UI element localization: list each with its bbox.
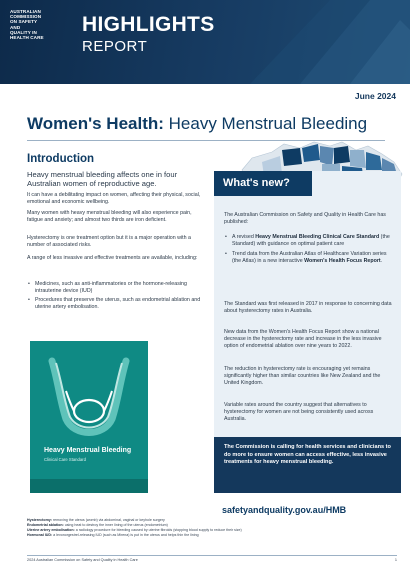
clinical-care-standard-cover (30, 341, 148, 493)
whats-new-heading: What's new? (214, 171, 312, 196)
page-title-rest: Heavy Menstrual Bleeding (163, 114, 368, 133)
header-banner (0, 0, 410, 84)
footnote-term: Hysterectomy: (27, 518, 52, 522)
list-item: • Procedures that preserve the uterus, such as endometrial ablation and uterine artery embolisation. (27, 297, 205, 311)
footer-divider (27, 555, 397, 556)
intro-paragraph: A range of less invasive and effective treatments are available, including: (27, 255, 198, 261)
footnote (27, 533, 397, 538)
cover-illustration (30, 341, 148, 493)
footnote-term: Endometrial ablation: (27, 523, 64, 527)
list-item-emphasis: Women's Health Focus Report (304, 258, 381, 264)
list-item (224, 234, 392, 248)
whats-new-intro: The Australian Commission on Safety and Quality in Health Care has published: (224, 212, 386, 225)
footnote-text: a radiology procedure for bleeding caused by uterine fibroids (stopping blood supply to reduce their size) (74, 528, 242, 532)
list-item: • Medicines, such as anti-inflammatories or the hormone-releasing intrauterine device (IUD) (27, 281, 205, 295)
report-series-subtitle: REPORT (82, 38, 148, 55)
list-item-emphasis: Heavy Menstrual Bleeding Clinical Care Standard (255, 234, 380, 240)
footnote-text: removing the uterus (womb) via abdominal, vaginal or keyhole surgery (51, 518, 165, 522)
whats-new-paragraph: Variable rates around the country suggest that alternatives to hysterectomy for women are not being consistently used across Australia. (224, 402, 374, 422)
introduction-lead: Heavy menstrual bleeding affects one in four Australian women of reproductive age. (27, 170, 178, 189)
whats-new-paragraph: The reduction in hysterectomy rate is encouraging yet remains significantly higher than similar countries like New Zealand and the United Kingdom. (224, 366, 381, 386)
footnote-text: a levonorgestrel-releasing IUD (such as Mirena) is put in the uterus and helps thin the lining (52, 533, 199, 537)
footnote-text: using heat to destroy the inner lining of the uterus (endometrium) (63, 523, 168, 527)
whats-new-list (224, 234, 392, 268)
intro-paragraph: Hysterectomy is one treatment option but it is a major operation with a number of associated risks. (27, 235, 191, 248)
page-title (27, 114, 367, 134)
logo-line: QUALITY IN (10, 29, 37, 35)
intro-paragraph: It can have a debilitating impact on women, affecting their physical, social, emotional and economic wellbeing. (27, 192, 201, 205)
whats-new-paragraph: New data from the Women's Health Focus Report show a national decrease in the hysterectomy rate and increase in the less invasive option of endometrial ablation over nine years to 2022. (224, 329, 382, 349)
list-item-text: . (380, 258, 383, 264)
logo-line: ON SAFETY (10, 19, 38, 25)
page-number: 1 (394, 558, 397, 562)
treatment-list (27, 281, 205, 313)
cover-subtitle: Clinical Care Standard (44, 457, 86, 462)
introduction-heading: Introduction (27, 153, 95, 165)
glossary-footnotes (27, 518, 397, 538)
intro-paragraph: Many women with heavy menstrual bleeding will also experience pain, fatigue and anxiety; and almost two thirds are iron deficient. (27, 210, 192, 223)
cover-title: Heavy Menstrual Bleeding (44, 447, 132, 454)
list-item-text: Trend data from the Australian Atlas of Healthcare Variation series (the Atlas) in a new interactive (232, 251, 387, 264)
page-title-bold: Women's Health: (27, 114, 164, 133)
logo-line: AUSTRALIAN (10, 9, 41, 14)
footnote-term: Uterine artery embolisation: (27, 528, 75, 532)
footnote-term: Hormonal IUD: (27, 533, 53, 537)
website-link[interactable]: safetyandquality.gov.au/HMB (222, 505, 347, 515)
logo-line: HEALTH CARE (10, 35, 44, 41)
publication-date: June 2024 (354, 91, 396, 101)
list-item (224, 251, 392, 265)
list-item-text: A revised (232, 234, 256, 240)
copyright-footer: 2024 Australian Commission on Safety and Quality in Health Care (27, 558, 138, 562)
list-item-text: (the Standard) with guidance on optimal patient care (232, 234, 390, 247)
report-series-title: HIGHLIGHTS (82, 13, 215, 36)
whats-new-paragraph: The Standard was first released in 2017 in response to concerning data about hysterectomy rates in Australia. (224, 301, 392, 314)
logo-line: AND (10, 24, 21, 30)
logo-line: COMMISSION (10, 14, 42, 20)
call-to-action-callout: The Commission is calling for health services and clinicians to do more to ensure women can access effective, less invasive treatments for heavy menstrual bleeding. (214, 437, 401, 493)
